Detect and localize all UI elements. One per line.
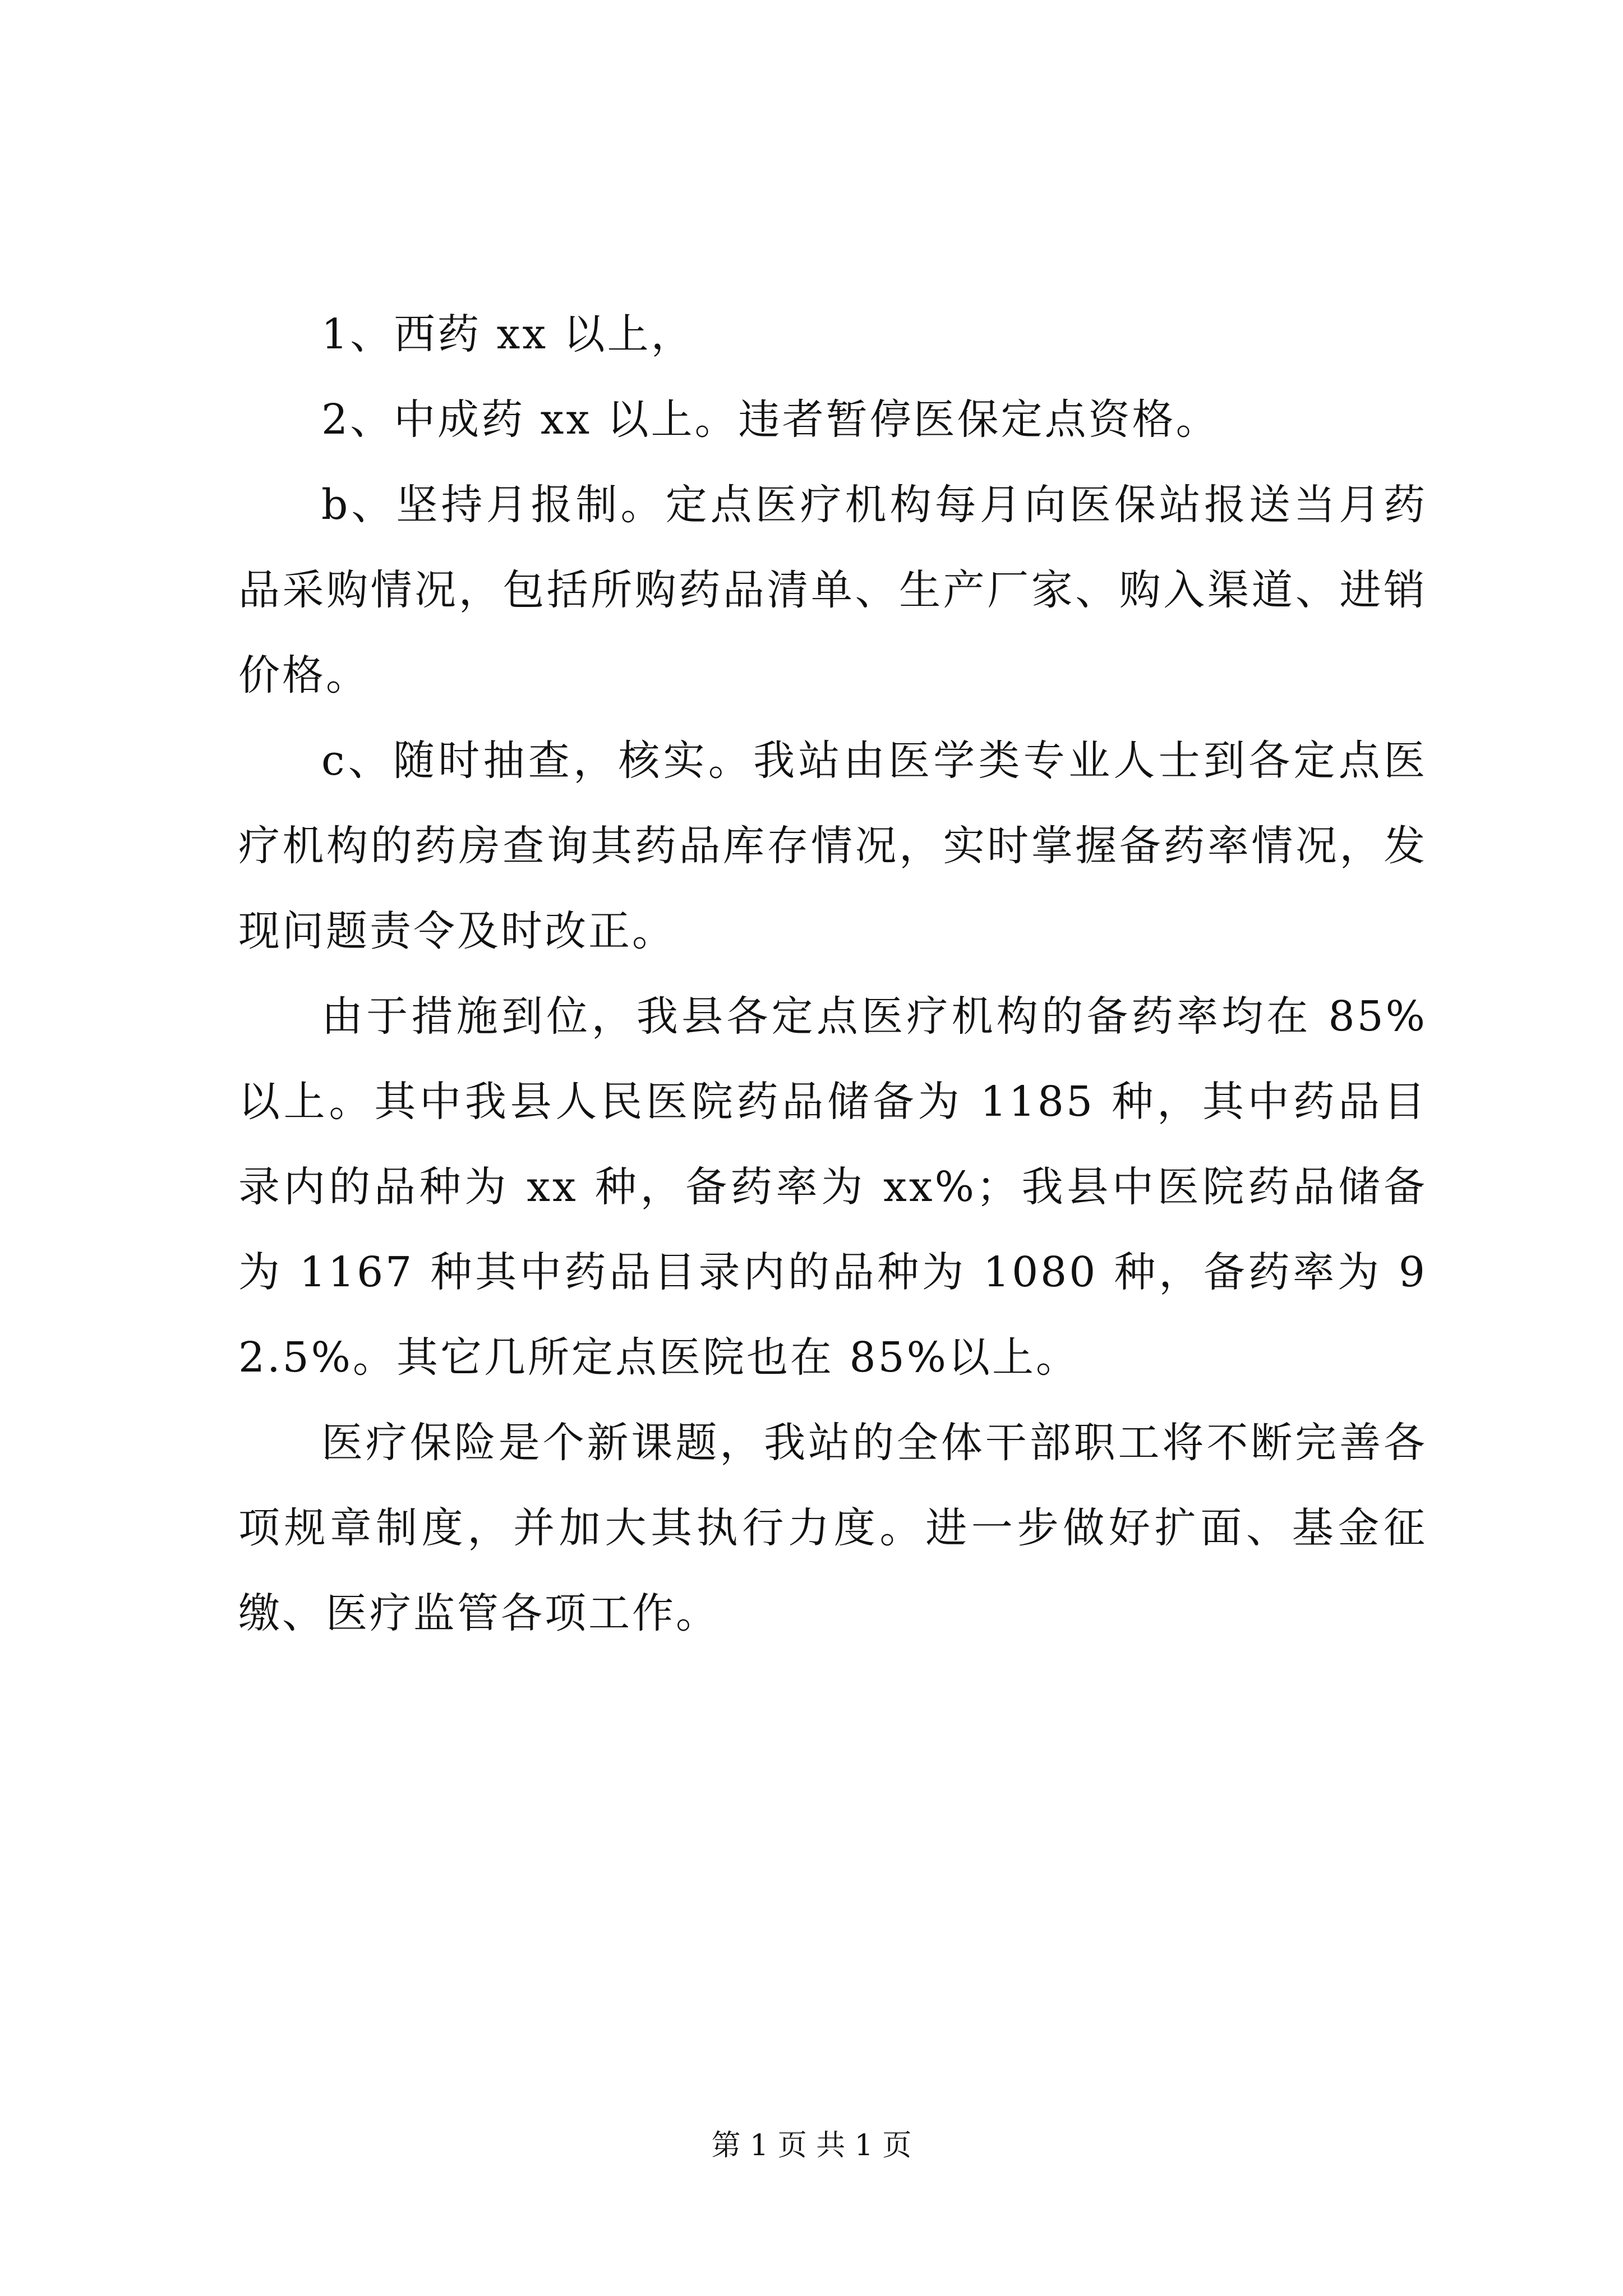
document-body bbox=[238, 292, 1427, 1656]
paragraph-western-medicine: 1、西药 xx 以上， bbox=[321, 310, 695, 358]
paragraph-conclusion: 医疗保险是个新课题，我站的全体干部职工将不断完善各项规章制度，并加大其执行力度。进一步做好扩面、基金征缴、医疗监管各项工作。 bbox=[238, 1419, 1427, 1637]
page-footer: 第 1 页 共 1 页 bbox=[711, 2129, 912, 2162]
paragraph-spot-check: c、随时抽查，核实。我站由医学类专业人士到各定点医疗机构的药房查询其药品库存情况，实时掌握备药率情况，发现问题责令及时改正。 bbox=[238, 737, 1427, 955]
paragraph-stock-rate: 由于措施到位，我县各定点医疗机构的备药率均在 85%以上。其中我县人民医院药品储备为 1185 种，其中药品目录内的品种为 xx 种，备药率为 xx%；我县中医院药品储备为 1167 种其中药品目录内的品种为 1080 种，备药率为 92.5%。其它几所定点医院也在 85%以上。 bbox=[238, 992, 1427, 1382]
paragraph-monthly-report: b、坚持月报制。定点医疗机构每月向医保站报送当月药品采购情况，包括所购药品清单、生产厂家、购入渠道、进销价格。 bbox=[238, 481, 1427, 700]
paragraph-chinese-patent-medicine: 2、中成药 xx 以上。违者暂停医保定点资格。 bbox=[321, 395, 1220, 444]
